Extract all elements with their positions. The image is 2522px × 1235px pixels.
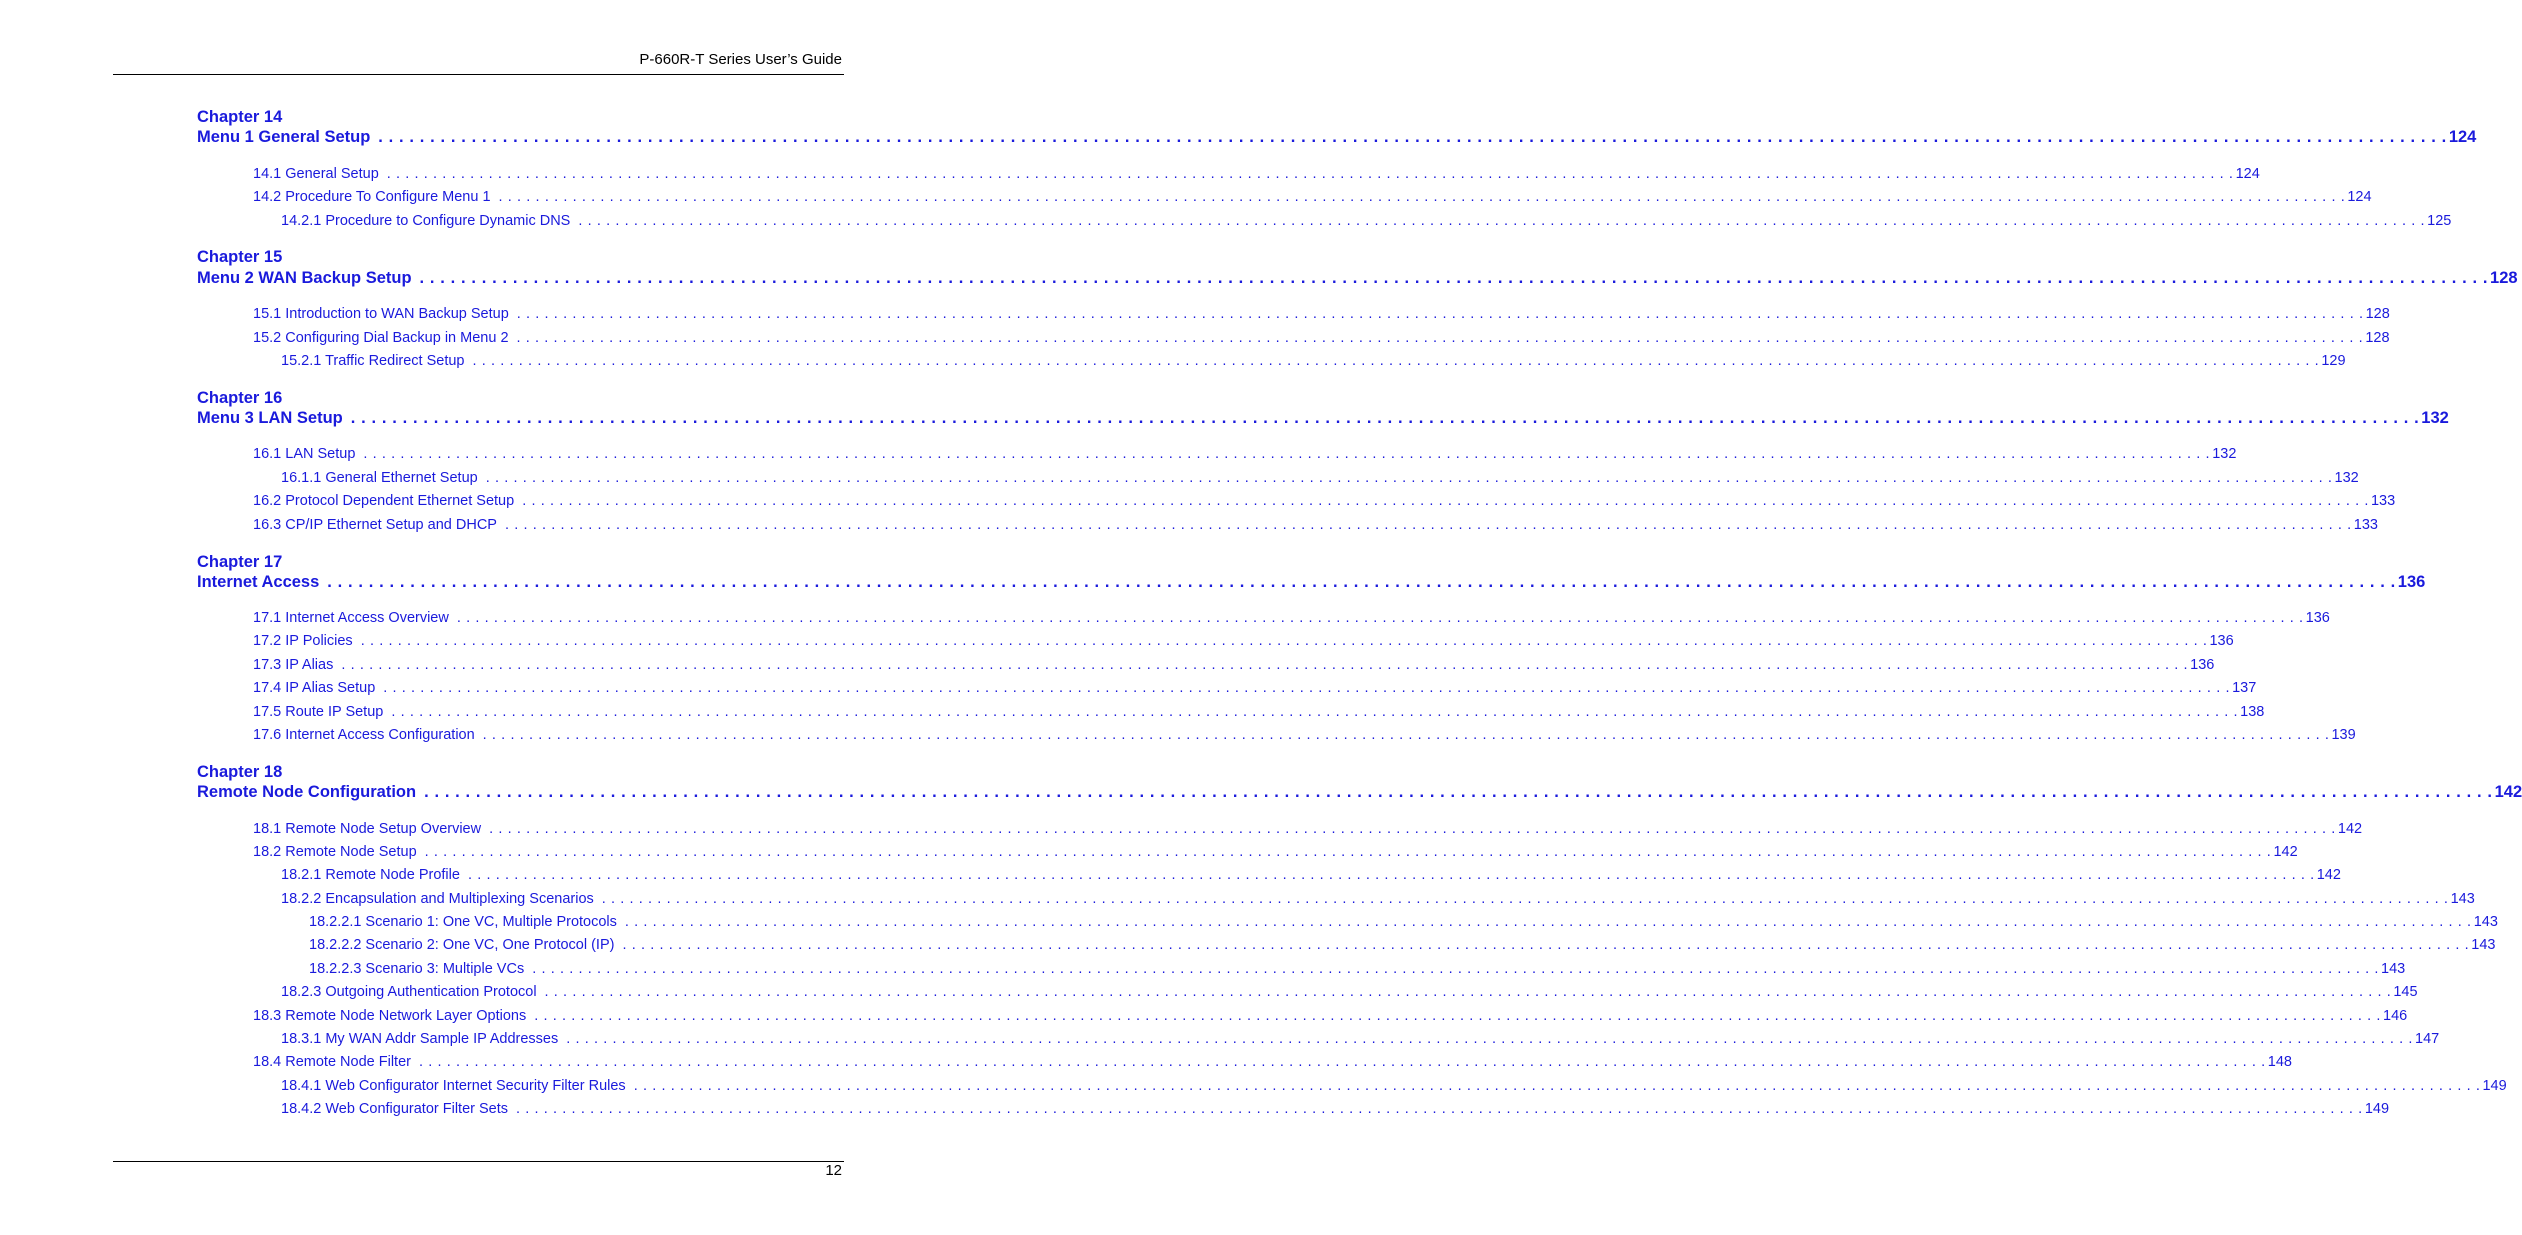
toc-section-entry[interactable] bbox=[309, 914, 2498, 930]
dot-leader: . . . . . . . . . . . . . . . . . . . . . . . . . . . . . . . . . . . . . . . . . . . . . . . . . . . . . . . . . . . . . . . . . . . . . . . . . . . . . . . . . . . . . . . . . . . . . . . . . . . . . . . . . . . . . . . . . . . . . . . . . . . . . . . . . . . . . . . . . . . . . . . . . . . . . . . . . . . . . . . . . . . . . . . . . . . . . . . . . . . . . . . . . . . . . . . . . . . . . . . . bbox=[516, 306, 2364, 322]
toc-section-entry[interactable] bbox=[253, 189, 2372, 205]
toc-entry-title: 17.3 IP Alias bbox=[253, 657, 334, 673]
toc-entry-title: 17.6 Internet Access Configuration bbox=[253, 727, 475, 743]
toc-section-entry[interactable] bbox=[281, 353, 2346, 369]
toc-page-number: 142 bbox=[2273, 844, 2298, 860]
toc-section-entry[interactable] bbox=[253, 704, 2265, 720]
dot-leader: . . . . . . . . . . . . . . . . . . . . . . . . . . . . . . . . . . . . . . . . . . . . . . . . . . . . . . . . . . . . . . . . . . . . . . . . . . . . . . . . . . . . . . . . . . . . . . . . . . . . . . . . . . . . . . . . . . . . . . . . . . . . . . . . . . . . . . . . . . . . . . . . . . . . . . . . . . . . . . . . . . . . . . . . . . . . . . . . . . . . . . . . . . . . . . . . . . . . . . . . bbox=[578, 213, 2426, 229]
toc-entry-title: Chapter 16 bbox=[197, 389, 283, 407]
toc-page-number: 128 bbox=[2490, 269, 2518, 287]
toc-entry-title: 18.4 Remote Node Filter bbox=[253, 1054, 411, 1070]
toc-page-number: 143 bbox=[2471, 937, 2496, 953]
toc-entry-title: 15.2.1 Traffic Redirect Setup bbox=[281, 353, 465, 369]
dot-leader: . . . . . . . . . . . . . . . . . . . . . . . . . . . . . . . . . . . . . . . . . . . . . . . . . . . . . . . . . . . . . . . . . . . . . . . . . . . . . . . . . . . . . . . . . . . . . . . . . . . . . . . . . . . . . . . . . . . . . . . . . . . . . . . . . . . . . . . . . . . . . . . . . . . . . . . . . . . . . . . . . . . . . . . . . . . . . . . . . . . . . . . . . . . . . . . . . . . . . . . . bbox=[566, 1031, 2414, 1047]
dot-leader: . . . . . . . . . . . . . . . . . . . . . . . . . . . . . . . . . . . . . . . . . . . . . . . . . . . . . . . . . . . . . . . . . . . . . . . . . . . . . . . . . . . . . . . . . . . . . . . . . . . . . . . . . . . . . . . . . . . . . . . . . . . . . . . . . . . . . . . . . . . . . . . . . . . . . . . . . . . . . . . . . . . . . . . . . . . . . . . . . . . . . . . . . . . . . . . . . . . . . . . . bbox=[424, 783, 2493, 801]
toc-entry-title: 18.3.1 My WAN Addr Sample IP Addresses bbox=[281, 1031, 559, 1047]
toc-page-number: 143 bbox=[2381, 961, 2406, 977]
toc-page-number: 133 bbox=[2353, 517, 2378, 533]
toc-entry-title: Remote Node Configuration bbox=[197, 783, 417, 801]
dot-leader: . . . . . . . . . . . . . . . . . . . . . . . . . . . . . . . . . . . . . . . . . . . . . . . . . . . . . . . . . . . . . . . . . . . . . . . . . . . . . . . . . . . . . . . . . . . . . . . . . . . . . . . . . . . . . . . . . . . . . . . . . . . . . . . . . . . . . . . . . . . . . . . . . . . . . . . . . . . . . . . . . . . . . . . . . . . . . . . . . . . . . . . . . . . . . . . . . . . . . . . . bbox=[391, 704, 2239, 720]
toc-section-entry[interactable] bbox=[253, 166, 2260, 182]
toc-entry-title: 18.2 Remote Node Setup bbox=[253, 844, 417, 860]
toc-entry-title: 17.1 Internet Access Overview bbox=[253, 610, 449, 626]
toc-entry-title: 17.2 IP Policies bbox=[253, 633, 353, 649]
running-header: P-660R-T Series User’s Guide bbox=[639, 51, 842, 68]
toc-entry-title: 15.1 Introduction to WAN Backup Setup bbox=[253, 306, 509, 322]
dot-leader: . . . . . . . . . . . . . . . . . . . . . . . . . . . . . . . . . . . . . . . . . . . . . . . . . . . . . . . . . . . . . . . . . . . . . . . . . . . . . . . . . . . . . . . . . . . . . . . . . . . . . . . . . . . . . . . . . . . . . . . . . . . . . . . . . . . . . . . . . . . . . . . . . . . . . . . . . . . . . . . . . . . . . . . . . . . . . . . . . . . . . . . . . . . . . . . . . . . . . . . . bbox=[456, 610, 2304, 626]
dot-leader: . . . . . . . . . . . . . . . . . . . . . . . . . . . . . . . . . . . . . . . . . . . . . . . . . . . . . . . . . . . . . . . . . . . . . . . . . . . . . . . . . . . . . . . . . . . . . . . . . . . . . . . . . . . . . . . . . . . . . . . . . . . . . . . . . . . . . . . . . . . . . . . . . . . . . . . . . . . . . . . . . . . . . . . . . . . . . . . . . . . . . . . . . . . . . . . . . . . . . . . . bbox=[485, 470, 2333, 486]
dot-leader: . . . . . . . . . . . . . . . . . . . . . . . . . . . . . . . . . . . . . . . . . . . . . . . . . . . . . . . . . . . . . . . . . . . . . . . . . . . . . . . . . . . . . . . . . . . . . . . . . . . . . . . . . . . . . . . . . . . . . . . . . . . . . . . . . . . . . . . . . . . . . . . . . . . . . . . . . . . . . . . . . . . . . . . . . . . . . . . . . . . . . . . . . . . . . . . . . . . . . . . . bbox=[534, 1008, 2382, 1024]
toc-entry-title: 18.2.2.2 Scenario 2: One VC, One Protocol (IP) bbox=[309, 937, 615, 953]
dot-leader: . . . . . . . . . . . . . . . . . . . . . . . . . . . . . . . . . . . . . . . . . . . . . . . . . . . . . . . . . . . . . . . . . . . . . . . . . . . . . . . . . . . . . . . . . . . . . . . . . . . . . . . . . . . . . . . . . . . . . . . . . . . . . . . . . . . . . . . . . . . . . . . . . . . . . . . . . . . . . . . . . . . . . . . . . . . . . . . . . . . . . . . . . . . . . . . . . . . . . . . . bbox=[624, 914, 2472, 930]
toc-section-entry[interactable] bbox=[253, 633, 2234, 649]
dot-leader: . . . . . . . . . . . . . . . . . . . . . . . . . . . . . . . . . . . . . . . . . . . . . . . . . . . . . . . . . . . . . . . . . . . . . . . . . . . . . . . . . . . . . . . . . . . . . . . . . . . . . . . . . . . . . . . . . . . . . . . . . . . . . . . . . . . . . . . . . . . . . . . . . . . . . . . . . . . . . . . . . . . . . . . . . . . . . . . . . . . . . . . . . . . . . . . . . . . . . . . . bbox=[601, 891, 2449, 907]
toc-page-number: 143 bbox=[2450, 891, 2475, 907]
toc-section-entry[interactable] bbox=[253, 844, 2298, 860]
toc-page-number: 136 bbox=[2190, 657, 2215, 673]
dot-leader: . . . . . . . . . . . . . . . . . . . . . . . . . . . . . . . . . . . . . . . . . . . . . . . . . . . . . . . . . . . . . . . . . . . . . . . . . . . . . . . . . . . . . . . . . . . . . . . . . . . . . . . . . . . . . . . . . . . . . . . . . . . . . . . . . . . . . . . . . . . . . . . . . . . . . . . . . . . . . . . . . . . . . . . . . . . . . . . . . . . . . . . . . . . . . . . . . . . . . . . . bbox=[472, 353, 2320, 369]
dot-leader: . . . . . . . . . . . . . . . . . . . . . . . . . . . . . . . . . . . . . . . . . . . . . . . . . . . . . . . . . . . . . . . . . . . . . . . . . . . . . . . . . . . . . . . . . . . . . . . . . . . . . . . . . . . . . . . . . . . . . . . . . . . . . . . . . . . . . . . . . . . . . . . . . . . . . . . . . . . . . . . . . . . . . . . . . . . . . . . . . . . . . . . . . . . . . . . . . . . . . . . . bbox=[622, 937, 2470, 953]
toc-page-number: 128 bbox=[2365, 306, 2390, 322]
toc-page-number: 136 bbox=[2209, 633, 2234, 649]
toc-section-entry[interactable] bbox=[253, 821, 2363, 837]
toc-section-entry[interactable] bbox=[281, 867, 2341, 883]
toc-entry-title: 18.2.1 Remote Node Profile bbox=[281, 867, 460, 883]
toc-chapter-label[interactable] bbox=[197, 763, 836, 782]
toc-entry-title: 18.2.3 Outgoing Authentication Protocol bbox=[281, 984, 537, 1000]
toc-page-number: 132 bbox=[2334, 470, 2359, 486]
toc-page-number: 149 bbox=[2482, 1078, 2507, 1094]
toc-entry-title: Menu 1 General Setup bbox=[197, 128, 371, 146]
dot-leader: . . . . . . . . . . . . . . . . . . . . . . . . . . . . . . . . . . . . . . . . . . . . . . . . . . . . . . . . . . . . . . . . . . . . . . . . . . . . . . . . . . . . . . . . . . . . . . . . . . . . . . . . . . . . . . . . . . . . . . . . . . . . . . . . . . . . . . . . . . . . . . . . . . . . . . . . . . . . . . . . . . . . . . . . . . . . . . . . . . . . . . . . . . . . . . . . . . . . . . . . bbox=[383, 680, 2231, 696]
dot-leader: . . . . . . . . . . . . . . . . . . . . . . . . . . . . . . . . . . . . . . . . . . . . . . . . . . . . . . . . . . . . . . . . . . . . . . . . . . . . . . . . . . . . . . . . . . . . . . . . . . . . . . . . . . . . . . . . . . . . . . . . . . . . . . . . . . . . . . . . . . . . . . . . . . . . . . . . . . . . . . . . . . . . . . . . . . . . . . . . . . . . . . . . . . . . . . . . . . . . . . . . bbox=[327, 573, 2396, 591]
toc-section-entry[interactable] bbox=[253, 493, 2396, 509]
toc-section-entry[interactable] bbox=[253, 727, 2356, 743]
toc-page-number: 125 bbox=[2427, 213, 2452, 229]
toc-page-number: 142 bbox=[2316, 867, 2341, 883]
toc-section-entry[interactable] bbox=[281, 891, 2475, 907]
footer-rule bbox=[113, 1161, 844, 1162]
toc-section-entry[interactable] bbox=[253, 610, 2330, 626]
toc-section-entry[interactable] bbox=[253, 446, 2237, 462]
toc-page-number: 143 bbox=[2473, 914, 2498, 930]
toc-page-number: 142 bbox=[2337, 821, 2363, 837]
dot-leader: . . . . . . . . . . . . . . . . . . . . . . . . . . . . . . . . . . . . . . . . . . . . . . . . . . . . . . . . . . . . . . . . . . . . . . . . . . . . . . . . . . . . . . . . . . . . . . . . . . . . . . . . . . . . . . . . . . . . . . . . . . . . . . . . . . . . . . . . . . . . . . . . . . . . . . . . . . . . . . . . . . . . . . . . . . . . . . . . . . . . . . . . . . . . . . . . . . . . . . . . bbox=[522, 493, 2369, 509]
toc-entry-title: Menu 3 LAN Setup bbox=[197, 409, 343, 427]
toc-section-entry[interactable] bbox=[281, 213, 2452, 229]
toc-chapter-label[interactable] bbox=[197, 108, 836, 127]
toc-section-entry[interactable] bbox=[253, 1008, 2408, 1024]
toc-chapter-title[interactable] bbox=[197, 573, 2426, 592]
toc-chapter-label[interactable] bbox=[197, 389, 836, 408]
toc-entry-title: 14.2 Procedure To Configure Menu 1 bbox=[253, 189, 491, 205]
toc-entry-title: 14.2.1 Procedure to Configure Dynamic DNS bbox=[281, 213, 571, 229]
dot-leader: . . . . . . . . . . . . . . . . . . . . . . . . . . . . . . . . . . . . . . . . . . . . . . . . . . . . . . . . . . . . . . . . . . . . . . . . . . . . . . . . . . . . . . . . . . . . . . . . . . . . . . . . . . . . . . . . . . . . . . . . . . . . . . . . . . . . . . . . . . . . . . . . . . . . . . . . . . . . . . . . . . . . . . . . . . . . . . . . . . . . . . . . . . . . . . . . . . . . . . . . bbox=[482, 727, 2330, 743]
dot-leader: . . . . . . . . . . . . . . . . . . . . . . . . . . . . . . . . . . . . . . . . . . . . . . . . . . . . . . . . . . . . . . . . . . . . . . . . . . . . . . . . . . . . . . . . . . . . . . . . . . . . . . . . . . . . . . . . . . . . . . . . . . . . . . . . . . . . . . . . . . . . . . . . . . . . . . . . . . . . . . . . . . . . . . . . . . . . . . . . . . . . . . . . . . . . . . . . . . . . . . . . bbox=[489, 821, 2336, 837]
toc-entry-title: 15.2 Configuring Dial Backup in Menu 2 bbox=[253, 330, 509, 346]
dot-leader: . . . . . . . . . . . . . . . . . . . . . . . . . . . . . . . . . . . . . . . . . . . . . . . . . . . . . . . . . . . . . . . . . . . . . . . . . . . . . . . . . . . . . . . . . . . . . . . . . . . . . . . . . . . . . . . . . . . . . . . . . . . . . . . . . . . . . . . . . . . . . . . . . . . . . . . . . . . . . . . . . . . . . . . . . . . . . . . . . . . . . . . . . . . . . . . . . . . . . . . . bbox=[386, 166, 2234, 182]
toc-page-number: 124 bbox=[2448, 128, 2477, 146]
dot-leader: . . . . . . . . . . . . . . . . . . . . . . . . . . . . . . . . . . . . . . . . . . . . . . . . . . . . . . . . . . . . . . . . . . . . . . . . . . . . . . . . . . . . . . . . . . . . . . . . . . . . . . . . . . . . . . . . . . . . . . . . . . . . . . . . . . . . . . . . . . . . . . . . . . . . . . . . . . . . . . . . . . . . . . . . . . . . . . . . . . . . . . . . . . . . . . . . . . . . . . . . bbox=[516, 1101, 2363, 1117]
toc-chapter-label[interactable] bbox=[197, 553, 836, 572]
toc-entry-title: Chapter 15 bbox=[197, 248, 283, 266]
dot-leader: . . . . . . . . . . . . . . . . . . . . . . . . . . . . . . . . . . . . . . . . . . . . . . . . . . . . . . . . . . . . . . . . . . . . . . . . . . . . . . . . . . . . . . . . . . . . . . . . . . . . . . . . . . . . . . . . . . . . . . . . . . . . . . . . . . . . . . . . . . . . . . . . . . . . . . . . . . . . . . . . . . . . . . . . . . . . . . . . . . . . . . . . . . . . . . . . . . . . . . . . bbox=[350, 409, 2420, 427]
dot-leader: . . . . . . . . . . . . . . . . . . . . . . . . . . . . . . . . . . . . . . . . . . . . . . . . . . . . . . . . . . . . . . . . . . . . . . . . . . . . . . . . . . . . . . . . . . . . . . . . . . . . . . . . . . . . . . . . . . . . . . . . . . . . . . . . . . . . . . . . . . . . . . . . . . . . . . . . . . . . . . . . . . . . . . . . . . . . . . . . . . . . . . . . . . . . . . . . . . . . . . . . bbox=[467, 867, 2315, 883]
toc-page-number: 124 bbox=[2347, 189, 2372, 205]
toc-entry-title: 17.5 Route IP Setup bbox=[253, 704, 384, 720]
toc-page-number: 132 bbox=[2212, 446, 2237, 462]
toc-chapter-title[interactable] bbox=[197, 128, 2477, 147]
dot-leader: . . . . . . . . . . . . . . . . . . . . . . . . . . . . . . . . . . . . . . . . . . . . . . . . . . . . . . . . . . . . . . . . . . . . . . . . . . . . . . . . . . . . . . . . . . . . . . . . . . . . . . . . . . . . . . . . . . . . . . . . . . . . . . . . . . . . . . . . . . . . . . . . . . . . . . . . . . . . . . . . . . . . . . . . . . . . . . . . . . . . . . . . . . . . . . . . . . . . . . . . bbox=[378, 128, 2447, 146]
toc-entry-title: 14.1 General Setup bbox=[253, 166, 379, 182]
toc-page-number: 128 bbox=[2365, 330, 2390, 346]
toc-page-number: 133 bbox=[2370, 493, 2396, 509]
page-number: 12 bbox=[825, 1162, 842, 1179]
toc-entry-title: 16.3 CP/IP Ethernet Setup and DHCP bbox=[253, 517, 497, 533]
toc-chapter-label[interactable] bbox=[197, 248, 836, 267]
toc-section-entry[interactable] bbox=[281, 1078, 2507, 1094]
dot-leader: . . . . . . . . . . . . . . . . . . . . . . . . . . . . . . . . . . . . . . . . . . . . . . . . . . . . . . . . . . . . . . . . . . . . . . . . . . . . . . . . . . . . . . . . . . . . . . . . . . . . . . . . . . . . . . . . . . . . . . . . . . . . . . . . . . . . . . . . . . . . . . . . . . . . . . . . . . . . . . . . . . . . . . . . . . . . . . . . . . . . . . . . . . . . . . . . . . . . . . . . bbox=[341, 657, 2189, 673]
toc-entry-title: Internet Access bbox=[197, 573, 320, 591]
dot-leader: . . . . . . . . . . . . . . . . . . . . . . . . . . . . . . . . . . . . . . . . . . . . . . . . . . . . . . . . . . . . . . . . . . . . . . . . . . . . . . . . . . . . . . . . . . . . . . . . . . . . . . . . . . . . . . . . . . . . . . . . . . . . . . . . . . . . . . . . . . . . . . . . . . . . . . . . . . . . . . . . . . . . . . . . . . . . . . . . . . . . . . . . . . . . . . . . . . . . . . . . bbox=[360, 633, 2208, 649]
toc-chapter-title[interactable] bbox=[197, 269, 2518, 288]
dot-leader: . . . . . . . . . . . . . . . . . . . . . . . . . . . . . . . . . . . . . . . . . . . . . . . . . . . . . . . . . . . . . . . . . . . . . . . . . . . . . . . . . . . . . . . . . . . . . . . . . . . . . . . . . . . . . . . . . . . . . . . . . . . . . . . . . . . . . . . . . . . . . . . . . . . . . . . . . . . . . . . . . . . . . . . . . . . . . . . . . . . . . . . . . . . . . . . . . . . . . . . . bbox=[418, 1054, 2266, 1070]
toc-entry-title: 18.4.2 Web Configurator Filter Sets bbox=[281, 1101, 509, 1117]
toc-section-entry[interactable] bbox=[281, 1101, 2390, 1117]
dot-leader: . . . . . . . . . . . . . . . . . . . . . . . . . . . . . . . . . . . . . . . . . . . . . . . . . . . . . . . . . . . . . . . . . . . . . . . . . . . . . . . . . . . . . . . . . . . . . . . . . . . . . . . . . . . . . . . . . . . . . . . . . . . . . . . . . . . . . . . . . . . . . . . . . . . . . . . . . . . . . . . . . . . . . . . . . . . . . . . . . . . . . . . . . . . . . . . . . . . . . . . . bbox=[544, 984, 2392, 1000]
toc-section-entry[interactable] bbox=[281, 470, 2359, 486]
toc-section-entry[interactable] bbox=[253, 517, 2378, 533]
dot-leader: . . . . . . . . . . . . . . . . . . . . . . . . . . . . . . . . . . . . . . . . . . . . . . . . . . . . . . . . . . . . . . . . . . . . . . . . . . . . . . . . . . . . . . . . . . . . . . . . . . . . . . . . . . . . . . . . . . . . . . . . . . . . . . . . . . . . . . . . . . . . . . . . . . . . . . . . . . . . . . . . . . . . . . . . . . . . . . . . . . . . . . . . . . . . . . . . . . . . . . . . bbox=[498, 189, 2346, 205]
toc-page-number: 129 bbox=[2321, 353, 2346, 369]
toc-page-number: 124 bbox=[2235, 166, 2260, 182]
toc-page-number: 136 bbox=[2305, 610, 2330, 626]
toc-entry-title: Chapter 14 bbox=[197, 108, 283, 126]
toc-page-number: 146 bbox=[2383, 1008, 2408, 1024]
dot-leader: . . . . . . . . . . . . . . . . . . . . . . . . . . . . . . . . . . . . . . . . . . . . . . . . . . . . . . . . . . . . . . . . . . . . . . . . . . . . . . . . . . . . . . . . . . . . . . . . . . . . . . . . . . . . . . . . . . . . . . . . . . . . . . . . . . . . . . . . . . . . . . . . . . . . . . . . . . . . . . . . . . . . . . . . . . . . . . . . . . . . . . . . . . . . . . . . . . . . . . . . bbox=[532, 961, 2379, 977]
toc-entry-title: Menu 2 WAN Backup Setup bbox=[197, 269, 412, 287]
dot-leader: . . . . . . . . . . . . . . . . . . . . . . . . . . . . . . . . . . . . . . . . . . . . . . . . . . . . . . . . . . . . . . . . . . . . . . . . . . . . . . . . . . . . . . . . . . . . . . . . . . . . . . . . . . . . . . . . . . . . . . . . . . . . . . . . . . . . . . . . . . . . . . . . . . . . . . . . . . . . . . . . . . . . . . . . . . . . . . . . . . . . . . . . . . . . . . . . . . . . . . . . bbox=[424, 844, 2272, 860]
toc-entry-title: 18.2.2.3 Scenario 3: Multiple VCs bbox=[309, 961, 525, 977]
dot-leader: . . . . . . . . . . . . . . . . . . . . . . . . . . . . . . . . . . . . . . . . . . . . . . . . . . . . . . . . . . . . . . . . . . . . . . . . . . . . . . . . . . . . . . . . . . . . . . . . . . . . . . . . . . . . . . . . . . . . . . . . . . . . . . . . . . . . . . . . . . . . . . . . . . . . . . . . . . . . . . . . . . . . . . . . . . . . . . . . . . . . . . . . . . . . . . . . . . . . . . . . bbox=[419, 269, 2489, 287]
toc-entry-title: 18.3 Remote Node Network Layer Options bbox=[253, 1008, 527, 1024]
toc-chapter-title[interactable] bbox=[197, 783, 2522, 802]
toc-entry-title: 16.1 LAN Setup bbox=[253, 446, 356, 462]
toc-section-entry[interactable] bbox=[253, 657, 2215, 673]
toc-section-entry[interactable] bbox=[253, 330, 2390, 346]
toc-entry-title: Chapter 17 bbox=[197, 553, 283, 571]
toc-section-entry[interactable] bbox=[281, 1031, 2440, 1047]
toc-page-number: 138 bbox=[2240, 704, 2265, 720]
dot-leader: . . . . . . . . . . . . . . . . . . . . . . . . . . . . . . . . . . . . . . . . . . . . . . . . . . . . . . . . . . . . . . . . . . . . . . . . . . . . . . . . . . . . . . . . . . . . . . . . . . . . . . . . . . . . . . . . . . . . . . . . . . . . . . . . . . . . . . . . . . . . . . . . . . . . . . . . . . . . . . . . . . . . . . . . . . . . . . . . . . . . . . . . . . . . . . . . . . . . . . . . bbox=[633, 1078, 2481, 1094]
toc-entry-title: 17.4 IP Alias Setup bbox=[253, 680, 376, 696]
toc-entry-title: 18.2.2.1 Scenario 1: One VC, Multiple Protocols bbox=[309, 914, 617, 930]
toc-page-number: 132 bbox=[2421, 409, 2449, 427]
toc-entry-title: 16.2 Protocol Dependent Ethernet Setup bbox=[253, 493, 515, 509]
toc-page-number: 142 bbox=[2494, 783, 2522, 801]
toc-page-number: 139 bbox=[2331, 727, 2356, 743]
toc-page-number: 145 bbox=[2393, 984, 2418, 1000]
toc-page-number: 137 bbox=[2232, 680, 2257, 696]
toc-page-number: 147 bbox=[2415, 1031, 2440, 1047]
toc-section-entry[interactable] bbox=[253, 306, 2390, 322]
toc-entry-title: 18.2.2 Encapsulation and Multiplexing Scenarios bbox=[281, 891, 594, 907]
toc-entry-title: Chapter 18 bbox=[197, 763, 283, 781]
toc-chapter-title[interactable] bbox=[197, 409, 2449, 428]
toc-page-number: 149 bbox=[2364, 1101, 2390, 1117]
toc-entry-title: 16.1.1 General Ethernet Setup bbox=[281, 470, 478, 486]
toc-page-number: 148 bbox=[2267, 1054, 2292, 1070]
toc-entry-title: 18.4.1 Web Configurator Internet Security Filter Rules bbox=[281, 1078, 626, 1094]
toc-section-entry[interactable] bbox=[281, 984, 2418, 1000]
toc-section-entry[interactable] bbox=[309, 937, 2496, 953]
toc-section-entry[interactable] bbox=[309, 961, 2406, 977]
dot-leader: . . . . . . . . . . . . . . . . . . . . . . . . . . . . . . . . . . . . . . . . . . . . . . . . . . . . . . . . . . . . . . . . . . . . . . . . . . . . . . . . . . . . . . . . . . . . . . . . . . . . . . . . . . . . . . . . . . . . . . . . . . . . . . . . . . . . . . . . . . . . . . . . . . . . . . . . . . . . . . . . . . . . . . . . . . . . . . . . . . . . . . . . . . . . . . . . . . . . . . . . bbox=[516, 330, 2364, 346]
toc-section-entry[interactable] bbox=[253, 680, 2257, 696]
dot-leader: . . . . . . . . . . . . . . . . . . . . . . . . . . . . . . . . . . . . . . . . . . . . . . . . . . . . . . . . . . . . . . . . . . . . . . . . . . . . . . . . . . . . . . . . . . . . . . . . . . . . . . . . . . . . . . . . . . . . . . . . . . . . . . . . . . . . . . . . . . . . . . . . . . . . . . . . . . . . . . . . . . . . . . . . . . . . . . . . . . . . . . . . . . . . . . . . . . . . . . . . bbox=[504, 517, 2352, 533]
dot-leader: . . . . . . . . . . . . . . . . . . . . . . . . . . . . . . . . . . . . . . . . . . . . . . . . . . . . . . . . . . . . . . . . . . . . . . . . . . . . . . . . . . . . . . . . . . . . . . . . . . . . . . . . . . . . . . . . . . . . . . . . . . . . . . . . . . . . . . . . . . . . . . . . . . . . . . . . . . . . . . . . . . . . . . . . . . . . . . . . . . . . . . . . . . . . . . . . . . . . . . . . bbox=[363, 446, 2211, 462]
toc-entry-title: 18.1 Remote Node Setup Overview bbox=[253, 821, 482, 837]
toc-page-number: 136 bbox=[2397, 573, 2426, 591]
toc-section-entry[interactable] bbox=[253, 1054, 2292, 1070]
